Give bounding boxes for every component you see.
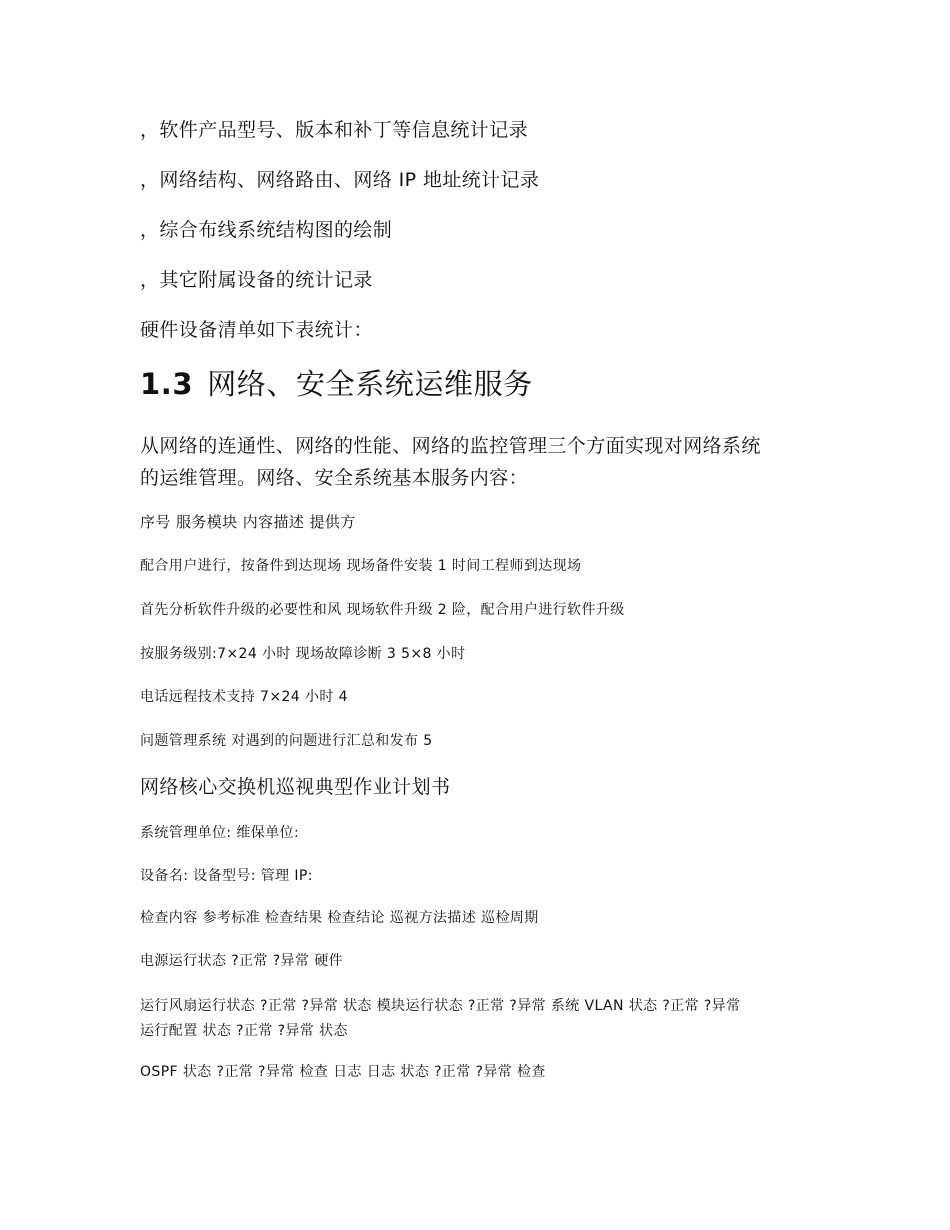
- section-paragraph: [140, 430, 820, 494]
- plan-line: 设备名: 设备型号: 管理 IP:: [140, 868, 313, 884]
- paragraph-line: 从网络的连通性、网络的性能、网络的监控管理三个方面实现对网络系统: [140, 435, 761, 457]
- plan-wrapped-block: [140, 994, 820, 1044]
- service-row: 按服务级别:7×24 小时 现场故障诊断 3 5×8 小时: [140, 646, 466, 662]
- service-table-header: 序号 服务模块 内容描述 提供方: [140, 513, 356, 531]
- plan-wrapped-line: 运行配置 状态 ?正常 ?异常 状态: [140, 1023, 348, 1039]
- service-row: 配合用户进行，按备件到达现场 现场备件安装 1 时间工程师到达现场: [140, 558, 582, 574]
- service-row: 首先分析软件升级的必要性和风 现场软件升级 2 险，配合用户进行软件升级: [140, 602, 625, 618]
- intro-line-auxiliary-records: ，其它附属设备的统计记录: [140, 269, 373, 291]
- section-heading: [140, 366, 533, 404]
- plan-line: 检查内容 参考标准 检查结果 检查结论 巡视方法描述 巡检周期: [140, 910, 539, 926]
- paragraph-line: 的运维管理。网络、安全系统基本服务内容：: [140, 467, 529, 489]
- service-row: 问题管理系统 对遇到的问题进行汇总和发布 5: [140, 733, 433, 749]
- plan-line: 电源运行状态 ?正常 ?异常 硬件: [140, 953, 344, 969]
- section-title: 网络、安全系统运维服务: [207, 367, 533, 401]
- intro-line-cabling-diagram: ，综合布线系统结构图的绘制: [140, 219, 393, 241]
- plan-wrapped-line: 运行风扇运行状态 ?正常 ?异常 状态 模块运行状态 ?正常 ?异常 系统 VLAN 状态 ?正常 ?异常: [140, 998, 741, 1014]
- plan-last-line: OSPF 状态 ?正常 ?异常 检查 日志 日志 状态 ?正常 ?异常 检查: [140, 1064, 546, 1080]
- service-row: 电话远程技术支持 7×24 小时 4: [140, 689, 348, 705]
- intro-line-software-records: ，软件产品型号、版本和补丁等信息统计记录: [140, 119, 529, 141]
- intro-line-hardware-list: 硬件设备清单如下表统计：: [140, 319, 373, 341]
- plan-line: 系统管理单位: 维保单位:: [140, 825, 300, 841]
- plan-title: 网络核心交换机巡视典型作业计划书: [140, 776, 451, 798]
- intro-line-network-records: ，网络结构、网络路由、网络 IP 地址统计记录: [140, 169, 540, 191]
- section-number: 1.3: [140, 367, 194, 401]
